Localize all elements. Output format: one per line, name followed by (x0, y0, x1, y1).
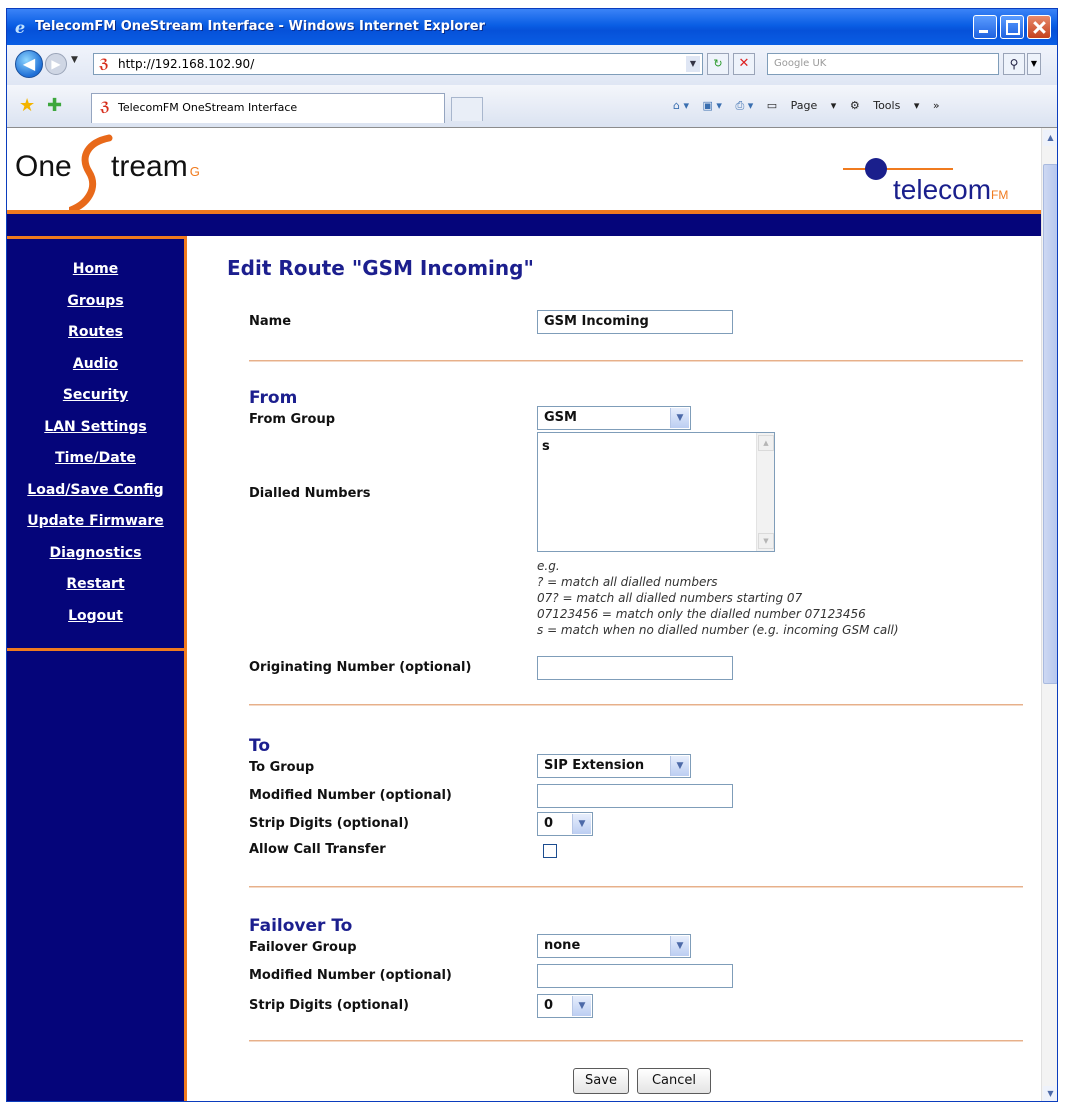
page-scrollbar[interactable] (1041, 128, 1058, 1102)
window-title: TelecomFM OneStream Interface - Windows Internet Explorer (35, 19, 485, 34)
name-value: GSM Incoming (544, 314, 649, 329)
minimize-button[interactable] (973, 15, 997, 39)
sidebar-item-audio[interactable]: Audio (72, 355, 119, 372)
failover-heading: Failover To (249, 916, 353, 936)
failover-modified-number-label: Modified Number (optional) (249, 968, 452, 983)
from-heading: From (249, 388, 298, 408)
help-line: e.g. (537, 559, 560, 573)
to-strip-digits-label: Strip Digits (optional) (249, 816, 409, 831)
name-label: Name (249, 314, 292, 329)
chevron-down-icon: ▼ (670, 408, 689, 428)
originating-number-label: Originating Number (optional) (249, 660, 472, 675)
name-field[interactable] (537, 310, 733, 334)
telecom-logo-dot-icon (865, 158, 887, 180)
history-dropdown-icon[interactable]: ▼ (71, 55, 78, 65)
favorites-star-icon[interactable]: ★ (19, 95, 36, 116)
browser-window (6, 8, 1058, 1102)
tab-onestream[interactable] (91, 93, 445, 123)
sidebar-item-routes[interactable]: Routes (68, 324, 123, 340)
sidebar-item-lan-settings[interactable]: LAN Settings (44, 418, 147, 435)
failover-group-value: none (544, 938, 581, 953)
to-heading: To (249, 736, 271, 756)
allow-call-transfer-label: Allow Call Transfer (249, 842, 386, 857)
sidebar-item-time-date[interactable]: Time/Date (55, 450, 136, 466)
to-group-value: SIP Extension (544, 758, 645, 773)
failover-strip-digits-value: 0 (544, 998, 554, 1013)
from-group-label: From Group (249, 412, 336, 427)
onestream-swoosh-icon (69, 134, 113, 214)
page-menu[interactable]: ▭ Page ▾ (766, 99, 837, 112)
telecom-logo-text: telecom (893, 174, 992, 205)
sidebar-divider-top (7, 236, 187, 239)
failover-strip-digits-label: Strip Digits (optional) (249, 998, 409, 1013)
textarea-scrollbar[interactable] (756, 433, 774, 551)
back-icon[interactable]: ◀ (15, 50, 43, 78)
tab-favicon-icon: ℨ (100, 100, 110, 115)
sidebar (7, 236, 187, 1102)
to-group-label: To Group (249, 760, 315, 775)
dialled-numbers-label: Dialled Numbers (249, 486, 371, 501)
command-bar (673, 99, 950, 113)
divider-2 (249, 704, 1023, 706)
failover-group-label: Failover Group (249, 940, 357, 955)
sidebar-item-diagnostics[interactable]: Diagnostics (49, 544, 142, 561)
tools-menu-label: Tools (873, 99, 901, 112)
divider-4 (249, 1040, 1023, 1042)
chevron-down-icon: ▼ (670, 936, 689, 956)
onestream-logo-one: One (15, 150, 72, 183)
page-menu-label: Page (790, 99, 818, 112)
telecom-logo-fm: FM (991, 188, 1009, 202)
to-modified-number-label: Modified Number (optional) (249, 788, 452, 803)
help-line: s = match when no dialled number (e.g. incoming GSM call) (537, 623, 899, 637)
search-options-icon[interactable]: ▼ (1027, 53, 1041, 75)
close-window-button[interactable] (1027, 15, 1051, 39)
tab-title: TelecomFM OneStream Interface (118, 101, 298, 114)
from-group-value: GSM (544, 410, 577, 425)
gear-icon: ⚙ (849, 99, 860, 112)
tools-menu[interactable]: ⚙ Tools ▾ (849, 99, 920, 112)
sidebar-item-home[interactable]: Home (72, 261, 119, 277)
originating-number-field[interactable] (537, 656, 733, 680)
onestream-logo-text (111, 150, 200, 184)
dialled-numbers-value: s (542, 439, 550, 454)
search-placeholder: Google UK (774, 58, 827, 69)
refresh-icon[interactable]: ↻ (707, 53, 729, 75)
onestream-logo-g: G (189, 164, 200, 179)
stop-icon[interactable]: ✕ (733, 53, 755, 75)
save-button[interactable]: Save (573, 1068, 629, 1094)
sidebar-item-restart[interactable]: Restart (66, 576, 125, 592)
scroll-up-icon[interactable]: ▲ (758, 435, 774, 451)
print-icon[interactable]: ⎙ ▾ (735, 99, 754, 112)
allow-call-transfer-checkbox[interactable] (543, 844, 557, 858)
sidebar-item-logout[interactable]: Logout (68, 607, 123, 624)
sidebar-divider-bottom (7, 648, 184, 651)
sidebar-item-groups[interactable]: Groups (67, 292, 124, 309)
title-bar[interactable] (7, 9, 1057, 45)
header-navy-band (7, 214, 1041, 236)
tab-toolbar (7, 85, 1057, 128)
divider-1 (249, 360, 1023, 362)
to-strip-digits-select[interactable] (537, 812, 593, 836)
to-modified-number-field[interactable] (537, 784, 733, 808)
add-favorites-icon[interactable]: ✚ (47, 95, 63, 116)
ie-logo-icon: e (15, 18, 26, 37)
page-viewport (7, 127, 1058, 1102)
help-line: 07? = match all dialled numbers starting 07 (537, 591, 803, 605)
sidebar-item-load-save-config[interactable]: Load/Save Config (27, 481, 164, 498)
home-icon[interactable]: ⌂ ▾ (673, 99, 690, 112)
chevron-down-icon: ▼ (670, 756, 689, 776)
sidebar-nav (7, 254, 184, 632)
telecomfm-logo (893, 174, 1008, 206)
failover-strip-digits-select[interactable] (537, 994, 593, 1018)
cancel-button[interactable]: Cancel (637, 1068, 711, 1094)
scroll-down-icon[interactable]: ▼ (758, 533, 774, 549)
address-toolbar (7, 45, 1057, 86)
site-header (7, 128, 1041, 212)
telecom-logo-line (843, 168, 953, 170)
dialled-numbers-textarea[interactable] (537, 432, 775, 552)
chevron-down-icon: ▼ (572, 996, 591, 1016)
help-line: ? = match all dialled numbers (537, 575, 718, 589)
new-tab-button[interactable] (451, 97, 483, 121)
search-icon[interactable]: ⚲ (1003, 53, 1025, 75)
maximize-button[interactable] (1000, 15, 1024, 39)
failover-modified-number-field[interactable] (537, 964, 733, 988)
scroll-up-icon[interactable]: ▲ (1043, 130, 1058, 146)
sidebar-item-security[interactable]: Security (62, 387, 129, 403)
dialled-numbers-help (537, 558, 899, 638)
help-line: 07123456 = match only the dialled number 07123456 (537, 607, 866, 621)
scroll-down-icon[interactable]: ▼ (1043, 1086, 1058, 1102)
main-content (187, 236, 1041, 1102)
forward-icon[interactable]: ▶ (45, 53, 67, 75)
address-input[interactable] (93, 53, 703, 75)
address-dropdown-icon[interactable]: ▼ (686, 56, 700, 72)
site-favicon-icon: ℨ (99, 57, 109, 72)
to-strip-digits-value: 0 (544, 816, 554, 831)
onestream-logo-tream: tream (111, 150, 188, 183)
page-icon: ▭ (766, 99, 778, 112)
to-group-select[interactable] (537, 754, 691, 778)
divider-3 (249, 886, 1023, 888)
scrollbar-thumb[interactable] (1043, 164, 1058, 684)
search-input[interactable] (767, 53, 999, 75)
sidebar-item-update-firmware[interactable]: Update Firmware (27, 513, 164, 529)
more-commands-icon[interactable]: » (932, 99, 940, 112)
chevron-down-icon: ▼ (572, 814, 591, 834)
address-text: http://192.168.102.90/ (118, 57, 255, 71)
page-title: Edit Route "GSM Incoming" (227, 256, 534, 280)
from-group-select[interactable] (537, 406, 691, 430)
failover-group-select[interactable] (537, 934, 691, 958)
feeds-icon[interactable]: ▣ ▾ (702, 99, 722, 112)
